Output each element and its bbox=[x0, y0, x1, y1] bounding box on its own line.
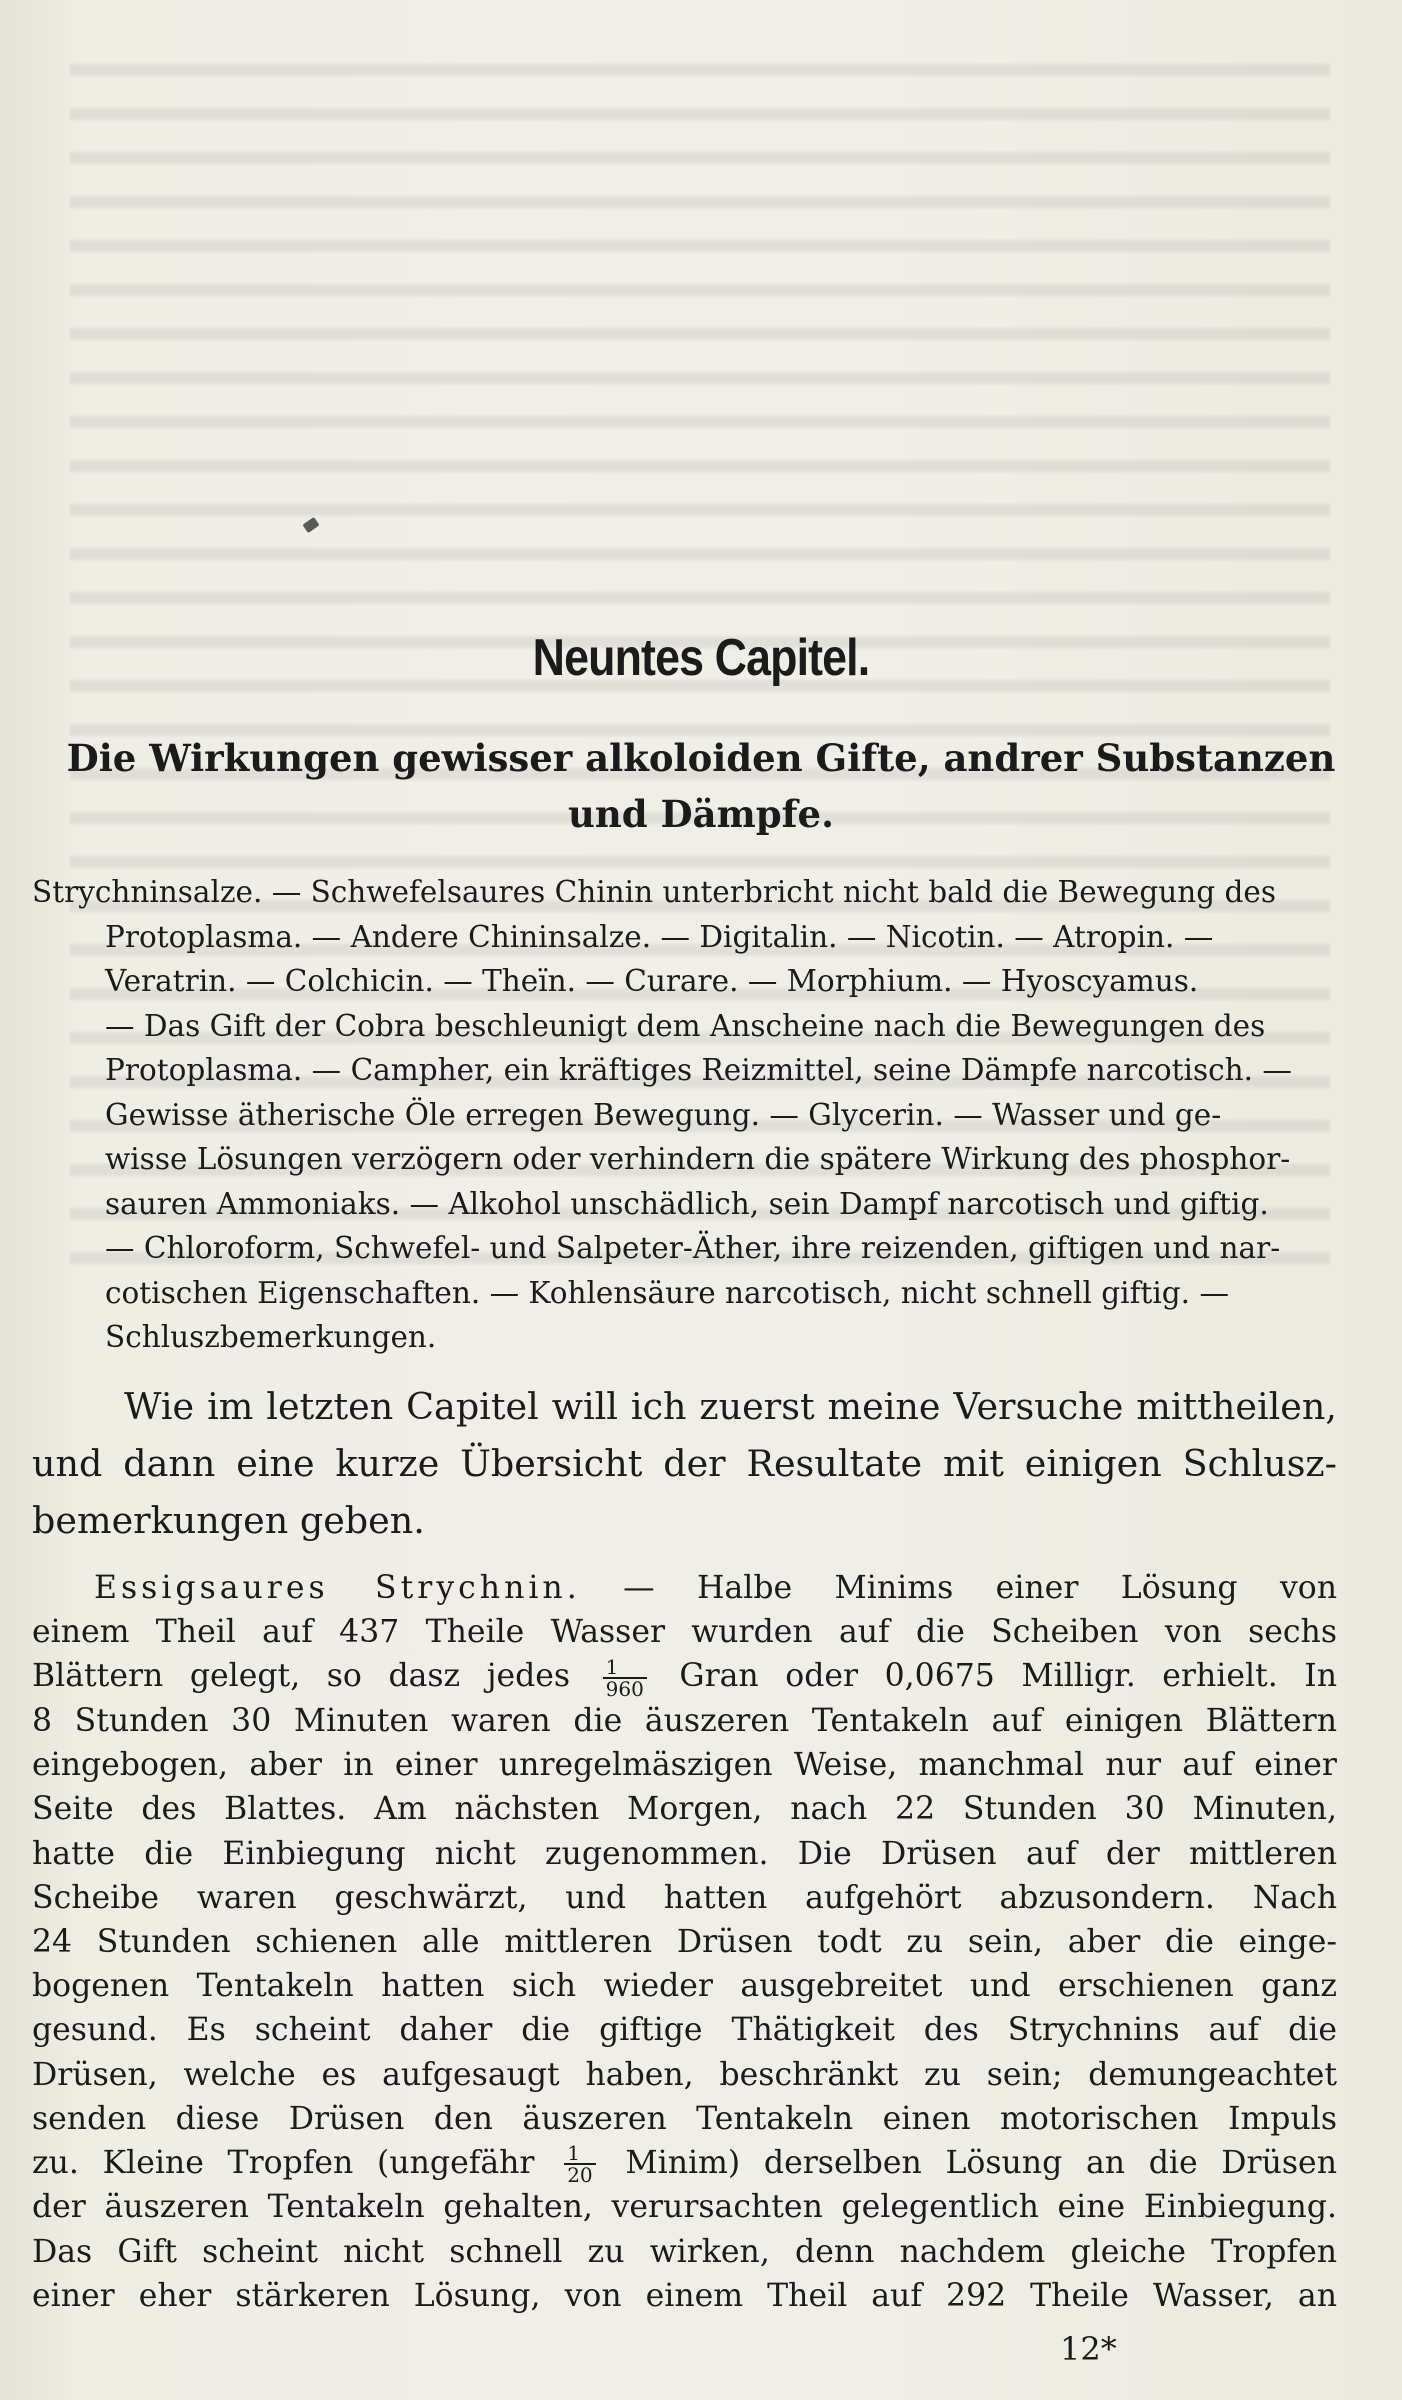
body-text: zu. Kleine Tropfen (ungefähr bbox=[32, 2144, 535, 2181]
fraction-denominator: 960 bbox=[605, 1676, 644, 1701]
chapter-title: Neuntes Capitel. bbox=[532, 629, 870, 687]
body-line: einem Theil auf 437 Theile Wasser wurden auf die Scheiben von sechs bbox=[32, 1614, 1337, 1651]
subtitle-line-2: und Dämpfe. bbox=[568, 792, 834, 836]
chapter-subtitle bbox=[30, 730, 1372, 842]
summary-line: wisse Lösungen verzögern oder verhindern die spätere Wirkung des phosphor- bbox=[105, 1142, 1291, 1176]
body-line: 24 Stunden schienen alle mittleren Drüsen todt zu sein, aber die einge- bbox=[32, 1923, 1337, 1960]
chapter-summary bbox=[32, 870, 1337, 1360]
body-line: 8 Stunden 30 Minuten waren die äuszeren Tentakeln auf einigen Blättern bbox=[32, 1702, 1337, 1739]
page-signature: 12* bbox=[1060, 2330, 1117, 2368]
intro-line: bemerkungen geben. bbox=[32, 1499, 425, 1542]
intro-line: und dann eine kurze Übersicht der Resultate mit einigen Schlusz- bbox=[32, 1442, 1337, 1485]
body-line: eingebogen, aber in einer unregelmäszigen Weise, manchmal nur auf einer bbox=[32, 1747, 1337, 1784]
summary-line: — Das Gift der Cobra beschleunigt dem Anscheine nach die Bewegungen des bbox=[105, 1008, 1266, 1043]
summary-line: Schluszbemerkungen. bbox=[105, 1320, 437, 1354]
body-line: Seite des Blattes. Am nächsten Morgen, nach 22 Stunden 30 Minuten, bbox=[32, 1791, 1337, 1828]
body-text: — Halbe Minims einer Lösung von bbox=[580, 1570, 1337, 1606]
body-text: Gran oder 0,0675 Milligr. erhielt. In bbox=[679, 1658, 1338, 1695]
summary-line: cotischen Eigenschaften. — Kohlensäure narcotisch, nicht schnell giftig. — bbox=[105, 1275, 1229, 1310]
section-heading: Essigsaures Strychnin. bbox=[94, 1570, 581, 1606]
body-line: Drüsen, welche es aufgesaugt haben, beschränkt zu sein; demungeachtet bbox=[32, 2056, 1337, 2093]
summary-line: — Chloroform, Schwefel- und Salpeter-Äther, ihre reizenden, giftigen und nar- bbox=[105, 1231, 1281, 1265]
body-line: Scheibe waren geschwärzt, und hatten aufgehört abzusondern. Nach bbox=[32, 1879, 1337, 1916]
summary-line: Veratrin. — Colchicin. — Theïn. — Curare. — Morphium. — Hyoscyamus. bbox=[105, 964, 1199, 998]
body-text: Blättern gelegt, so dasz jedes bbox=[32, 1658, 571, 1695]
body-line bbox=[32, 2141, 1337, 2186]
fraction-numerator: 1 bbox=[564, 2143, 595, 2165]
fraction-1-960 bbox=[603, 1654, 647, 1701]
summary-line: sauren Ammoniaks. — Alkohol unschädlich, sein Dampf narcotisch und giftig. bbox=[105, 1186, 1269, 1221]
body-line: einer eher stärkeren Lösung, von einem Theil auf 292 Theile Wasser, an bbox=[32, 2277, 1337, 2314]
intro-line: Wie im letzten Capitel will ich zuerst meine Versuche mittheilen, bbox=[124, 1385, 1337, 1428]
fraction-denominator: 20 bbox=[567, 2163, 593, 2188]
summary-line: Protoplasma. — Andere Chininsalze. — Digitalin. — Nicotin. — Atropin. — bbox=[105, 919, 1214, 954]
body-line: senden diese Drüsen den äuszeren Tentakeln einen motorischen Impuls bbox=[32, 2100, 1337, 2137]
body-line: bogenen Tentakeln hatten sich wieder ausgebreitet und erschienen ganz bbox=[32, 1968, 1337, 2005]
body-line bbox=[32, 1654, 1337, 1699]
fraction-numerator: 1 bbox=[603, 1657, 647, 1679]
body-line bbox=[32, 1566, 1337, 1610]
body-line: der äuszeren Tentakeln gehalten, verursachten gelegentlich eine Einbiegung. bbox=[32, 2189, 1337, 2226]
body-paragraph bbox=[32, 1566, 1337, 2318]
summary-line: Protoplasma. — Campher, ein kräftiges Reizmittel, seine Dämpfe narcotisch. — bbox=[105, 1053, 1292, 1087]
subtitle-line-1: Die Wirkungen gewisser alkoloiden Gifte, andrer Substanzen bbox=[66, 736, 1336, 780]
body-line: hatte die Einbiegung nicht zugenommen. Die Drüsen auf der mittleren bbox=[32, 1835, 1337, 1872]
body-line: gesund. Es scheint daher die giftige Thätigkeit des Strychnins auf die bbox=[32, 2012, 1337, 2049]
body-line: Das Gift scheint nicht schnell zu wirken, denn nachdem gleiche Tropfen bbox=[32, 2233, 1337, 2270]
summary-line: Gewisse ätherische Öle erregen Bewegung. — Glycerin. — Wasser und ge- bbox=[105, 1097, 1222, 1132]
fraction-1-20 bbox=[564, 2141, 595, 2188]
summary-line: Strychninsalze. — Schwefelsaures Chinin unterbricht nicht bald die Bewegung des bbox=[32, 875, 1277, 909]
intro-paragraph bbox=[32, 1378, 1337, 1549]
body-text: Minim) derselben Lösung an die Drüsen bbox=[625, 2144, 1337, 2181]
